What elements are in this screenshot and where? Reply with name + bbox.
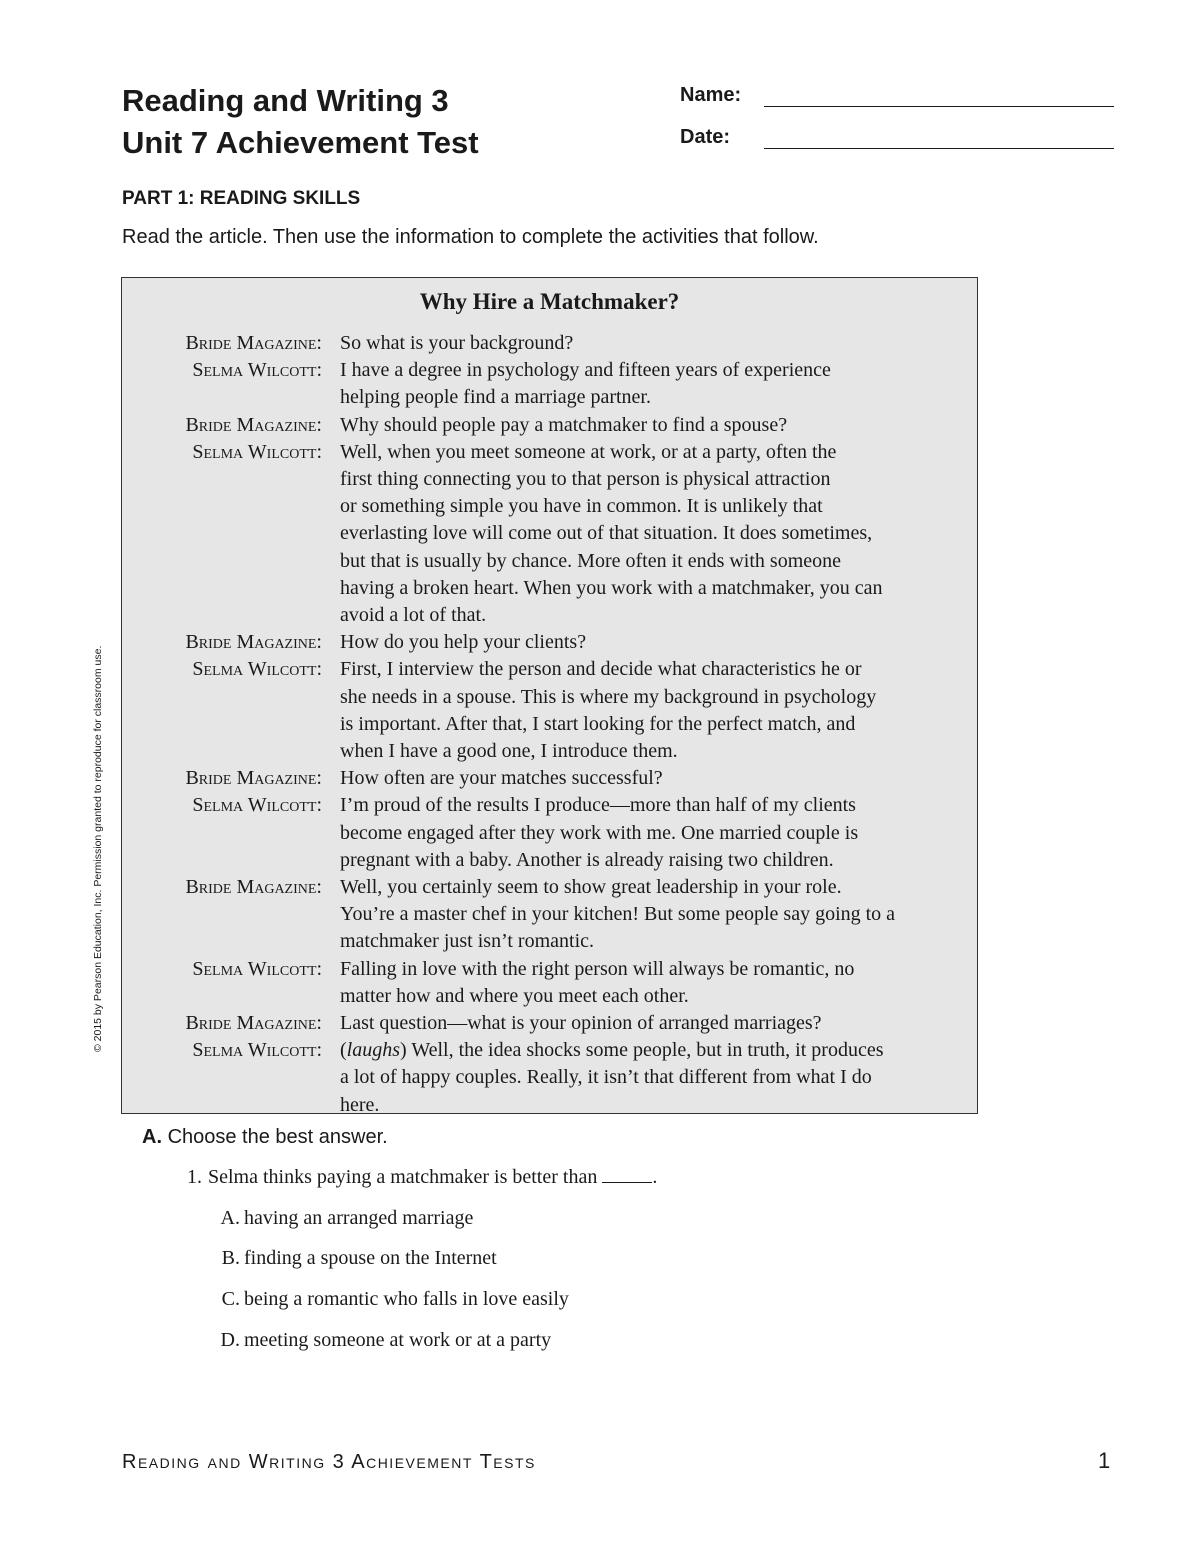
text-line: a lot of happy couples. Really, it isn’t that different from what I do — [340, 1066, 872, 1089]
text-line: (laughs) Well, the idea shocks some people, but in truth, it produces — [340, 1039, 884, 1062]
article-title: Why Hire a Matchmaker? — [419, 289, 680, 314]
instructions: Read the article. Then use the information to complete the activities that follow. — [122, 226, 819, 248]
speaker-label: Bride Magazine: — [185, 1012, 322, 1035]
text-line: So what is your background? — [340, 332, 574, 354]
text-line: I have a degree in psychology and fifteen years of experience — [340, 359, 831, 382]
text-line: everlasting love will come out of that situation. It does sometimes, — [340, 522, 873, 545]
speaker-label: Bride Magazine: — [185, 413, 322, 436]
answer-blank — [602, 1182, 652, 1183]
text-line: Last question—what is your opinion of arranged marriages? — [340, 1012, 822, 1035]
date-field[interactable] — [680, 126, 764, 149]
speaker-label: Selma Wilcott: — [192, 359, 322, 382]
speaker-label: Selma Wilcott: — [192, 1039, 322, 1062]
speaker-text — [340, 792, 968, 874]
speaker-text — [340, 765, 968, 792]
text-line: Well, when you meet someone at work, or at a party, often the — [340, 440, 837, 463]
section-a-letter: A. — [142, 1126, 162, 1148]
copyright-note: © 2015 by Pearson Education, Inc. Permission granted to reproduce for classroom use. — [92, 645, 104, 1052]
speaker-text — [340, 412, 968, 439]
speaker-text — [340, 439, 968, 629]
text-line: Falling in love with the right person will always be romantic, no — [340, 957, 855, 980]
text-line: pregnant with a baby. Another is already raising two children. — [340, 848, 834, 871]
text-line: is important. After that, I start looking for the perfect match, and — [340, 712, 856, 735]
text-line: having a broken heart. When you work with a matchmaker, you can — [340, 576, 883, 599]
speaker-text — [340, 330, 968, 357]
article-box — [121, 277, 978, 1114]
text-line: become engaged after they work with me. One married couple is — [340, 821, 859, 844]
option-letter: B. — [221, 1247, 240, 1269]
dialogue-turn — [122, 656, 977, 765]
text-line: helping people find a marriage partner. — [340, 386, 651, 409]
speaker-label: Bride Magazine: — [185, 876, 322, 899]
dialogue-turn — [122, 330, 977, 357]
text-line: but that is usually by chance. More often it ends with someone — [340, 549, 842, 572]
title-line-2: Unit 7 Achievement Test — [122, 125, 479, 160]
name-field[interactable] — [680, 84, 764, 107]
text-line: First, I interview the person and decide what characteristics he or — [340, 658, 862, 681]
name-line[interactable] — [764, 106, 1114, 107]
page-number: 1 — [1098, 1448, 1111, 1473]
dialogue-turn — [122, 412, 977, 439]
speaker-text — [340, 1037, 968, 1119]
dialogue-turn — [122, 1037, 977, 1119]
speaker-text — [340, 1010, 968, 1037]
text-line: first thing connecting you to that person is physical attraction — [340, 468, 831, 491]
text-line: matter how and where you meet each other. — [340, 984, 689, 1007]
text-line: or something simple you have in common. It is unlikely that — [340, 495, 823, 518]
question-text: Selma thinks paying a matchmaker is better than — [208, 1166, 598, 1188]
footer-title: Reading and Writing 3 Achievement Tests — [122, 1451, 536, 1473]
text-line: I’m proud of the results I produce—more than half of my clients — [340, 794, 856, 817]
article-dialogue — [122, 330, 977, 1119]
dialogue-turn — [122, 874, 977, 956]
dialogue-turn — [122, 439, 977, 629]
option-d[interactable] — [212, 1329, 551, 1352]
text-line: Well, you certainly seem to show great leadership in your role. — [340, 876, 842, 899]
text-line: here. — [340, 1093, 380, 1116]
text-line: Why should people pay a matchmaker to find a spouse? — [340, 413, 788, 436]
speaker-text — [340, 629, 968, 656]
page-title — [122, 80, 479, 164]
speaker-label: Bride Magazine: — [185, 767, 322, 790]
option-letter: C. — [221, 1288, 240, 1310]
dialogue-turn — [122, 956, 977, 1010]
option-text: having an arranged marriage — [244, 1207, 474, 1229]
speaker-text — [340, 874, 968, 956]
option-text: finding a spouse on the Internet — [244, 1247, 497, 1269]
option-letter: D. — [220, 1329, 240, 1351]
text-line: How do you help your clients? — [340, 631, 587, 654]
text-line: matchmaker just isn’t romantic. — [340, 930, 595, 953]
name-label: Name: — [680, 84, 742, 106]
part-heading: PART 1: READING SKILLS — [122, 188, 361, 209]
dialogue-turn — [122, 629, 977, 656]
dialogue-turn — [122, 357, 977, 411]
section-a-instruction: Choose the best answer. — [167, 1126, 388, 1148]
question-end: . — [652, 1166, 658, 1188]
speaker-label: Bride Magazine: — [185, 332, 322, 354]
speaker-text — [340, 357, 968, 411]
date-line[interactable] — [764, 148, 1114, 149]
section-a-heading — [142, 1126, 388, 1149]
speaker-text — [340, 956, 968, 1010]
question-number: 1. — [187, 1166, 202, 1188]
question-1 — [187, 1166, 657, 1189]
option-text: being a romantic who falls in love easily — [244, 1288, 569, 1310]
speaker-text — [340, 656, 968, 765]
dialogue-turn — [122, 1010, 977, 1037]
text-line: You’re a master chef in your kitchen! But some people say going to a — [340, 903, 896, 926]
text-line: when I have a good one, I introduce them. — [340, 740, 678, 763]
option-a[interactable] — [212, 1207, 473, 1230]
text-line: avoid a lot of that. — [340, 604, 487, 627]
option-b[interactable] — [212, 1247, 497, 1270]
speaker-label: Selma Wilcott: — [192, 794, 322, 817]
option-c[interactable] — [212, 1288, 569, 1311]
title-line-1: Reading and Writing 3 — [122, 83, 449, 118]
speaker-label: Selma Wilcott: — [192, 957, 322, 980]
option-text: meeting someone at work or at a party — [244, 1329, 552, 1351]
speaker-label: Selma Wilcott: — [192, 658, 322, 681]
text-line: How often are your matches successful? — [340, 767, 663, 790]
dialogue-turn — [122, 765, 977, 792]
dialogue-turn — [122, 792, 977, 874]
speaker-label: Bride Magazine: — [185, 631, 322, 654]
option-letter: A. — [220, 1207, 240, 1229]
speaker-label: Selma Wilcott: — [192, 440, 322, 463]
date-label: Date: — [680, 126, 731, 148]
text-line: she needs in a spouse. This is where my background in psychology — [340, 685, 877, 708]
